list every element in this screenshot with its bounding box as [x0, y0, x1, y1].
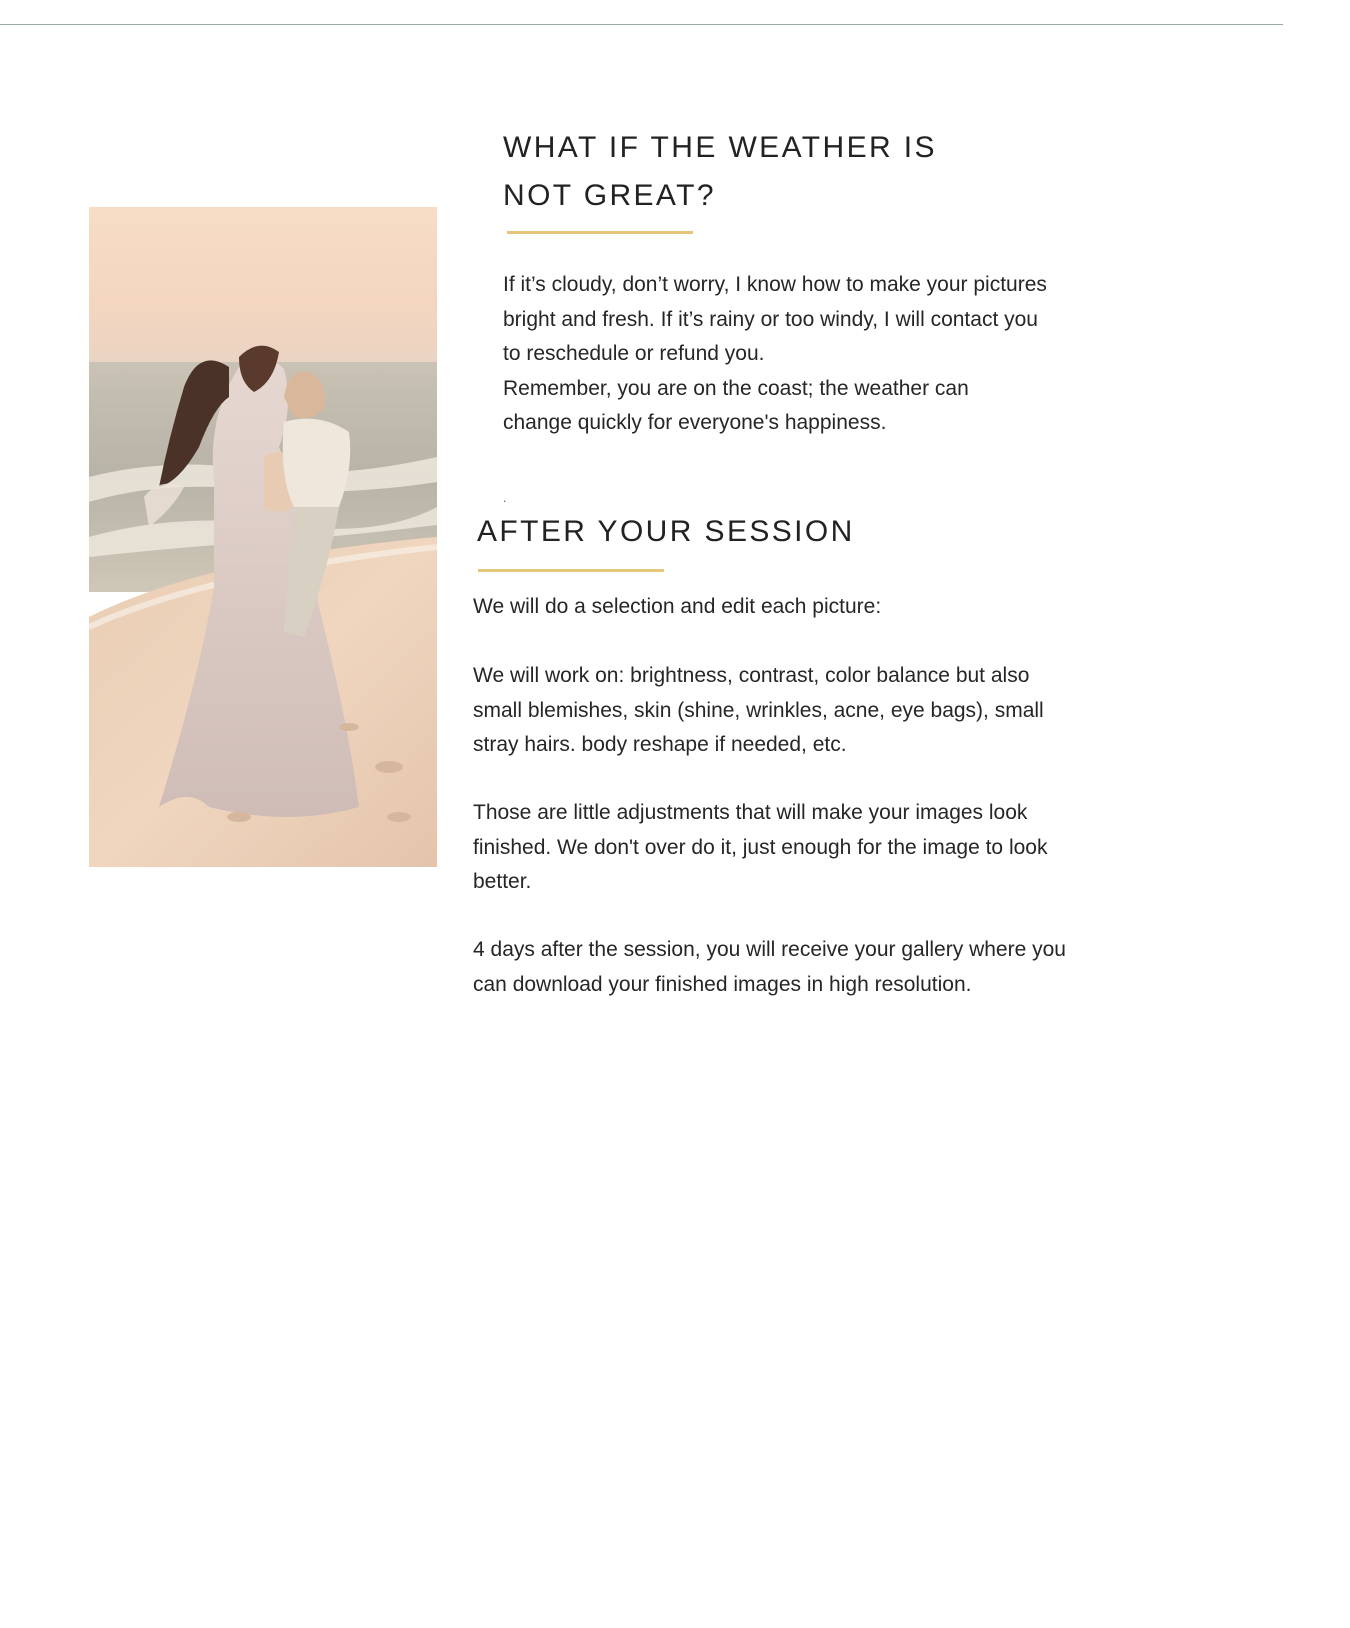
- after-session-intro: We will do a selection and edit each picture:: [473, 595, 882, 618]
- after-session-heading: AFTER YOUR SESSION: [477, 515, 855, 548]
- delivery-line: can download your finished images in high resolution.: [473, 972, 972, 996]
- adjustments-line: finished. We don't over do it, just enough for the image to look: [473, 835, 1048, 859]
- weather-heading-underline: [507, 231, 693, 234]
- beach-photo-mother-and-child: [89, 207, 437, 867]
- after-session-heading-underline: [478, 569, 664, 572]
- separator-dot: .: [503, 491, 507, 505]
- weather-heading-line-2: NOT GREAT?: [503, 179, 716, 212]
- adjustments-line: better.: [473, 870, 532, 893]
- adjustments-paragraph: [473, 796, 1173, 900]
- weather-paragraph: [503, 268, 1163, 441]
- work-line: stray hairs. body reshape if needed, etc.: [473, 733, 847, 756]
- weather-line: Remember, you are on the coast; the weather can: [503, 376, 969, 400]
- weather-line: bright and fresh. If it’s rainy or too windy, I will contact you: [503, 307, 1038, 331]
- top-divider: [0, 24, 1283, 25]
- adjustments-line: Those are little adjustments that will make your images look: [473, 801, 1028, 824]
- weather-line: If it’s cloudy, don’t worry, I know how to make your pictures: [503, 273, 1047, 296]
- work-line: small blemishes, skin (shine, wrinkles, acne, eye bags), small: [473, 698, 1044, 722]
- weather-heading: [503, 124, 1023, 220]
- delivery-paragraph: [473, 933, 1173, 1002]
- delivery-line: 4 days after the session, you will receive your gallery where you: [473, 938, 1066, 961]
- work-paragraph: [473, 659, 1173, 763]
- weather-heading-line-1: WHAT IF THE WEATHER IS: [503, 131, 937, 164]
- weather-line: to reschedule or refund you.: [503, 342, 765, 365]
- work-line: We will work on: brightness, contrast, color balance but also: [473, 664, 1030, 687]
- weather-line: change quickly for everyone's happiness.: [503, 411, 887, 434]
